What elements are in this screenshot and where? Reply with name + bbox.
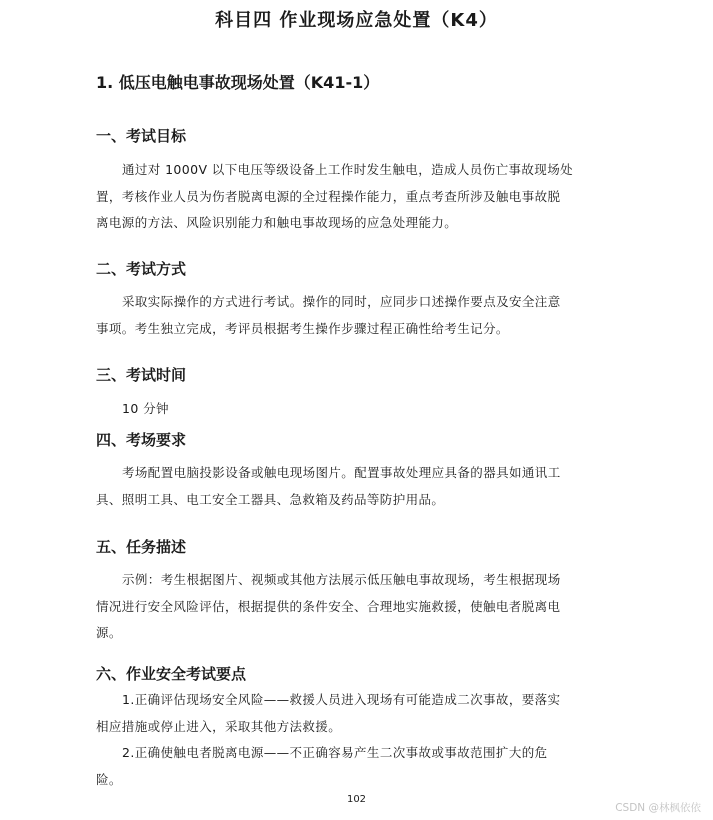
section-heading-exam-objective: 一、考试目标: [96, 127, 187, 145]
page-number: 102: [346, 794, 367, 805]
paragraph-exam-method: [96, 289, 620, 342]
text-line: 示例：考生根据图片、视频或其他方法展示低压触电事故现场，考生根据现场: [122, 572, 561, 587]
text-line: 离电源的方法、风险识别能力和触电事故现场的应急处理能力。: [96, 215, 458, 230]
paragraph-safety-key-points: [96, 687, 620, 793]
text-line: 置，考核作业人员为伤者脱离电源的全过程操作能力，重点考查所涉及触电事故脱: [96, 188, 561, 204]
text-line: 具、照明工具、电工安全工器具、急救箱及药品等防护用品。: [96, 491, 445, 507]
paragraph-exam-objective: [96, 157, 620, 237]
paragraph-venue-requirements: [96, 460, 620, 513]
section-heading-exam-time: 三、考试时间: [96, 366, 187, 384]
page-title: 科目四 作业现场应急处置（K4）: [215, 10, 498, 31]
paragraph-exam-time: [96, 396, 620, 423]
text-line: 10 分钟: [122, 401, 169, 416]
section-heading-exam-method: 二、考试方式: [96, 260, 187, 278]
section-subtitle: 1. 低压电触电事故现场处置（K41-1）: [96, 73, 380, 92]
text-line: 情况进行安全风险评估，根据提供的条件安全、合理地实施救援，使触电者脱离电: [96, 598, 561, 614]
paragraph-task-description: [96, 567, 620, 647]
text-line: 事项。考生独立完成，考评员根据考生操作步骤过程正确性给考生记分。: [96, 320, 509, 336]
text-line: 2.正确使触电者脱离电源——不正确容易产生二次事故或事故范围扩大的危: [122, 745, 548, 760]
text-line: 通过对 1000V 以下电压等级设备上工作时发生触电，造成人员伤亡事故现场处: [122, 162, 574, 177]
section-heading-task-description: 五、任务描述: [96, 538, 187, 556]
text-line: 1.正确评估现场安全风险——救援人员进入现场有可能造成二次事故，要落实: [122, 692, 561, 707]
text-line: 源。: [96, 625, 122, 640]
text-line: 相应措施或停止进入，采取其他方法救援。: [96, 718, 342, 734]
section-heading-venue-requirements: 四、考场要求: [96, 431, 187, 449]
text-line: 考场配置电脑投影设备或触电现场图片。配置事故处理应具备的器具如通讯工: [122, 465, 561, 480]
section-heading-safety-key-points: 六、作业安全考试要点: [96, 665, 247, 683]
text-line: 采取实际操作的方式进行考试。操作的同时，应同步口述操作要点及安全注意: [122, 294, 561, 309]
text-line: 险。: [96, 771, 122, 787]
watermark: CSDN @林枫依依: [615, 802, 701, 814]
